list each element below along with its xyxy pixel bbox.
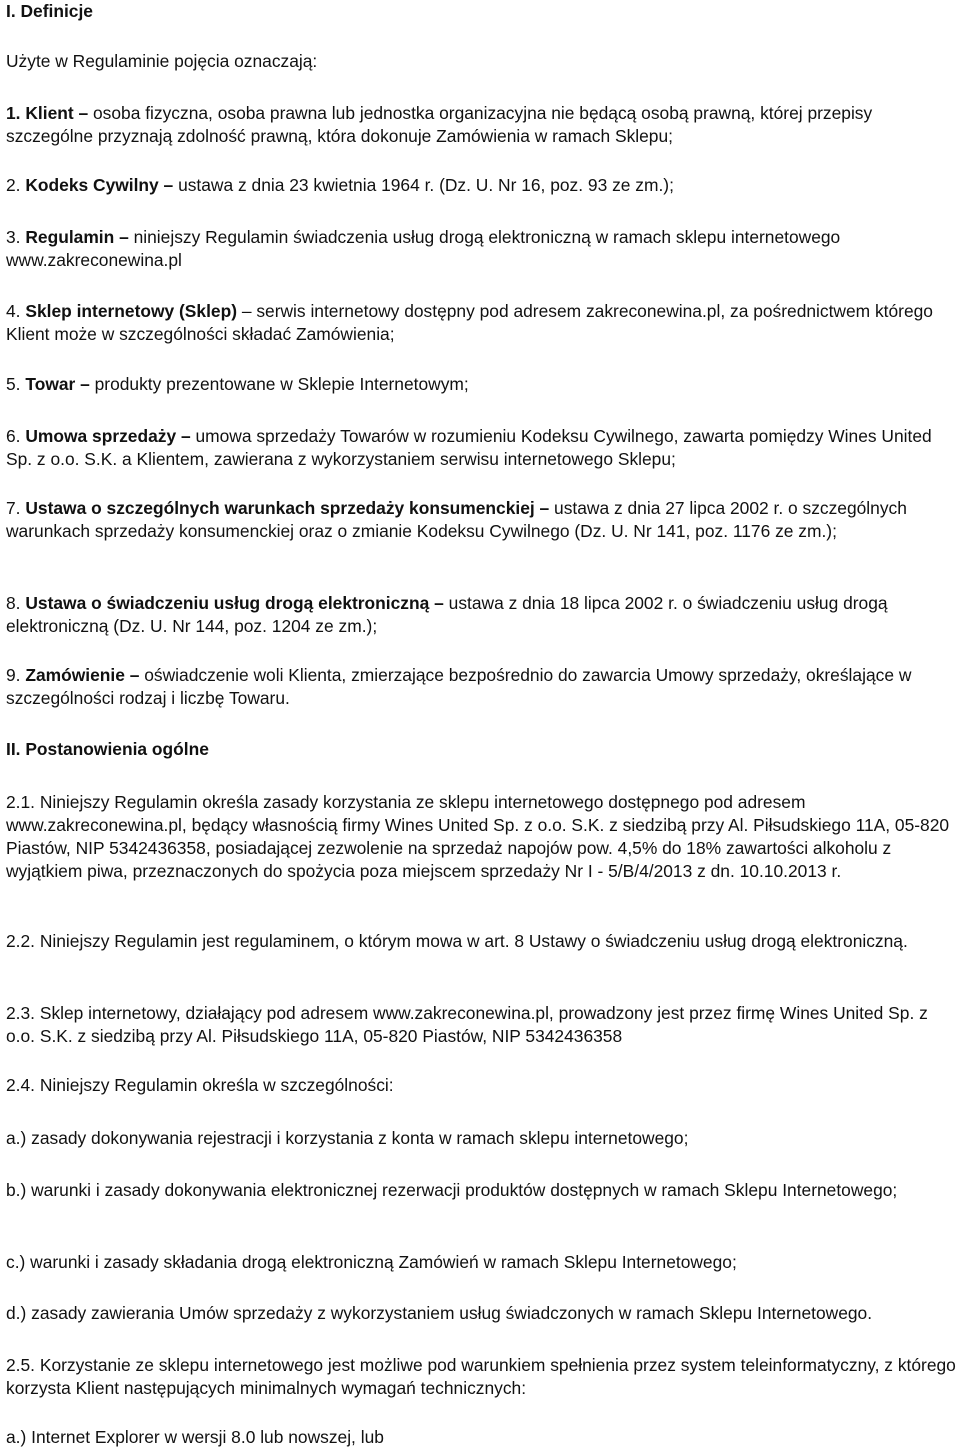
definition-number: 8. (6, 593, 21, 613)
definition-text: – serwis internetowy dostępny pod adresem zakreconewina.pl, za pośrednictwem którego Klient może w szczególności składać Zamówienia; (6, 301, 933, 344)
list-item: a.) Internet Explorer w wersji 8.0 lub nowszej, lub (6, 1427, 384, 1447)
definition-item (6, 174, 956, 197)
section-heading-general-provisions: II. Postanowienia ogólne (6, 739, 209, 759)
definition-term: Regulamin – (25, 227, 129, 247)
definition-item (6, 592, 956, 638)
list-item: a.) zasady dokonywania rejestracji i korzystania z konta w ramach sklepu internetowego; (6, 1128, 689, 1148)
section-heading-definitions: I. Definicje (6, 1, 93, 21)
definition-text: oświadczenie woli Klienta, zmierzające bezpośrednio do zawarcia Umowy sprzedaży, określające w szczególności rodzaj i liczbę Towaru. (6, 665, 912, 708)
paragraph: 2.5. Korzystanie ze sklepu internetowego jest możliwe pod warunkiem spełnienia przez system teleinformatyczny, z którego korzysta Klient następujących minimalnych wymagań technicznych: (6, 1355, 956, 1398)
definition-text: niniejszy Regulamin świadczenia usług drogą elektroniczną w ramach sklepu internetowego www.zakreconewina.pl (6, 227, 841, 270)
paragraph: 2.4. Niniejszy Regulamin określa w szczególności: (6, 1075, 394, 1095)
definition-term: 1. Klient – (6, 103, 89, 123)
definition-item (6, 425, 956, 471)
definition-text: ustawa z dnia 18 lipca 2002 r. o świadczeniu usług drogą elektroniczną (Dz. U. Nr 144, poz. 1204 ze zm.); (6, 593, 888, 636)
definition-number: 4. (6, 301, 21, 321)
definition-number: 3. (6, 227, 21, 247)
definition-item (6, 226, 956, 272)
definition-term: Ustawa o świadczeniu usług drogą elektroniczną – (25, 593, 444, 613)
definitions-intro: Użyte w Regulaminie pojęcia oznaczają: (6, 51, 318, 71)
definition-number: 6. (6, 426, 21, 446)
list-item: b.) warunki i zasady dokonywania elektronicznej rezerwacji produktów dostępnych w ramach Sklepu Internetowego; (6, 1180, 898, 1200)
paragraph: 2.3. Sklep internetowy, działający pod adresem www.zakreconewina.pl, prowadzony jest przez firmę Wines United Sp. z o.o. S.K. z siedzibą przy Al. Piłsudskiego 11A, 05-820 Piastów, NIP 5342436358 (6, 1003, 928, 1046)
list-item: d.) zasady zawierania Umów sprzedaży z wykorzystaniem usług świadczonych w ramach Sklepu Internetowego. (6, 1303, 873, 1323)
definition-text: produkty prezentowane w Sklepie Internetowym; (89, 374, 469, 394)
definition-number: 7. (6, 498, 21, 518)
definition-item (6, 373, 956, 396)
definition-term: Zamówienie – (25, 665, 140, 685)
definition-text: osoba fizyczna, osoba prawna lub jednostka organizacyjna nie będącą osobą prawną, której przepisy szczególne przyznają zdolność prawną, która dokonuje Zamówienia w ramach Sklepu; (6, 103, 873, 146)
definition-term: Umowa sprzedaży – (25, 426, 191, 446)
list-item: c.) warunki i zasady składania drogą elektroniczną Zamówień w ramach Sklepu Internetowego; (6, 1252, 737, 1272)
paragraph: 2.2. Niniejszy Regulamin jest regulaminem, o którym mowa w art. 8 Ustawy o świadczeniu usług drogą elektroniczną. (6, 931, 908, 951)
definition-item (6, 497, 956, 543)
definition-number: 9. (6, 665, 21, 685)
definition-term: Sklep internetowy (Sklep) (25, 301, 237, 321)
definition-item (6, 300, 956, 346)
definition-term: Ustawa o szczególnych warunkach sprzedaży konsumenckiej – (25, 498, 550, 518)
definition-number: 5. (6, 374, 21, 394)
definition-term: Towar – (25, 374, 90, 394)
definition-text: ustawa z dnia 27 lipca 2002 r. o szczególnych warunkach sprzedaży konsumenckiej oraz o zmianie Kodeksu Cywilnego (Dz. U. Nr 141, poz. 1176 ze zm.); (6, 498, 907, 541)
definition-text: ustawa z dnia 23 kwietnia 1964 r. (Dz. U. Nr 16, poz. 93 ze zm.); (173, 175, 674, 195)
definition-term: Kodeks Cywilny – (25, 175, 174, 195)
paragraph: 2.1. Niniejszy Regulamin określa zasady korzystania ze sklepu internetowego dostępnego pod adresem www.zakreconewina.pl, będący własnością firmy Wines United Sp. z o.o. S.K. z siedzibą przy Al. Piłsudskiego 11A, 05-820 Piastów, NIP 5342436358, posiadającej zezwolenie na sprzedaż napojów pow. 4,5% do 18% zawartości alkoholu z wyjątkiem piwa, przeznaczonych do spożycia poza miejscem sprzedaży Nr I - 5/B/4/2013 z dn. 10.10.2013 r. (6, 792, 950, 881)
definition-item (6, 664, 956, 710)
definition-item (6, 102, 956, 148)
definition-number: 2. (6, 175, 21, 195)
definition-text: umowa sprzedaży Towarów w rozumieniu Kodeksu Cywilnego, zawarta pomiędzy Wines United Sp. z o.o. S.K. a Klientem, zawierana z wykorzystaniem serwisu internetowego Sklepu; (6, 426, 932, 469)
